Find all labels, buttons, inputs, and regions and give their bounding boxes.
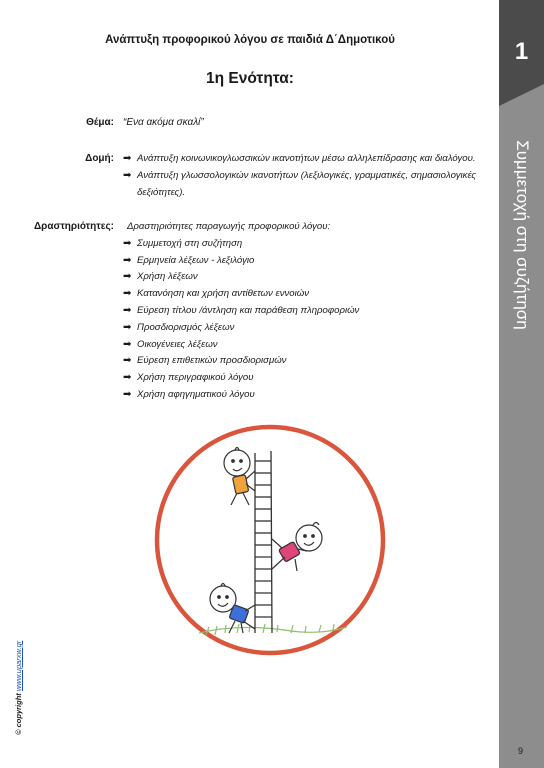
kid-orange (224, 448, 255, 506)
chapter-number-box (499, 0, 544, 84)
activity-item (123, 269, 483, 286)
structure-item (123, 168, 495, 202)
right-arrow-icon: ➡ (123, 288, 132, 300)
activity-item-text: Εύρεση επιθετικών προσδιορισμών (137, 355, 287, 367)
activity-item (123, 353, 483, 370)
page-number: 9 (518, 746, 524, 756)
kid-blue (210, 584, 255, 634)
activity-item-text: Προσδιορισμός λέξεων (137, 321, 235, 333)
activity-item-text: Ερμηνεία λέξεων - λεξιλόγιο (137, 254, 255, 266)
structure-item-text: Ανάπτυξη γλωσσολογικών ικανοτήτων (λεξιλογικές, γραμματικές, σημασιολογικές δεξιότητες). (137, 169, 477, 198)
structure-item-text: Ανάπτυξη κοινωνικογλωσσικών ικανοτήτων μέσω αλληλεπίδρασης και διαλόγου. (137, 153, 476, 164)
right-arrow-icon: ➡ (123, 355, 132, 367)
activity-item-text: Χρήση λέξεων (137, 271, 198, 283)
activities-list (123, 219, 483, 404)
activity-item-text: Κατανόηση και χρήση αντίθετων εννοιών (137, 288, 310, 300)
right-arrow-icon: ➡ (123, 254, 132, 266)
right-arrow-icon: ➡ (123, 338, 132, 350)
right-arrow-icon: ➡ (123, 321, 132, 333)
activity-item (123, 303, 483, 320)
activity-item (123, 337, 483, 354)
activity-item-text: Εύρεση τίτλου /άντληση και παράθεση πληροφοριών (137, 304, 360, 316)
right-arrow-icon: ➡ (123, 153, 132, 164)
copyright-notice (14, 641, 23, 735)
activity-item-text: Χρήση αφηγηματικού λόγου (137, 388, 255, 400)
activity-item-text: Οικογένειες λέξεων (137, 338, 218, 350)
activity-item (123, 387, 483, 404)
activity-item-text: Χρήση περιγραφικού λόγου (137, 372, 254, 384)
chapter-number: 1 (514, 38, 529, 65)
activity-item (123, 320, 483, 337)
grass (199, 624, 347, 635)
chapter-tab-title: Συμμετοχή στη συζήτηση (513, 140, 532, 330)
structure-list (123, 151, 495, 201)
header-title: Ανάπτυξη προφορικού λόγου σε παιδιά Δ΄Δημοτικού (105, 34, 395, 46)
unit-title: 1η Ενότητα: (206, 70, 294, 87)
right-arrow-icon: ➡ (123, 304, 132, 316)
kid-pink (272, 523, 322, 572)
activities-intro: Δραστηριότητες παραγωγής προφορικού λόγου: (127, 221, 331, 232)
tab-notch (499, 84, 544, 106)
right-arrow-icon: ➡ (123, 372, 132, 384)
structure-label: Δομή: (85, 153, 114, 164)
activity-item (123, 370, 483, 387)
activity-item (123, 253, 483, 270)
ladder-illustration (151, 421, 391, 661)
ladder (255, 451, 272, 633)
activities-label: Δραστηριότητες: (33, 221, 114, 232)
activity-item (123, 236, 483, 253)
copyright-link[interactable]: www.uparxw.gr (14, 640, 23, 692)
activity-item-text: Συμμετοχή στη συζήτηση (137, 237, 243, 249)
theme-value: “Ενα ακόμα σκαλί” (123, 117, 204, 128)
right-arrow-icon: ➡ (123, 271, 132, 283)
activity-item (123, 286, 483, 303)
structure-item (123, 151, 495, 168)
theme-label: Θέμα: (86, 117, 114, 128)
copyright-prefix: © copyright (14, 693, 23, 735)
right-arrow-icon: ➡ (123, 169, 132, 181)
right-arrow-icon: ➡ (123, 388, 132, 400)
right-arrow-icon: ➡ (123, 237, 132, 249)
